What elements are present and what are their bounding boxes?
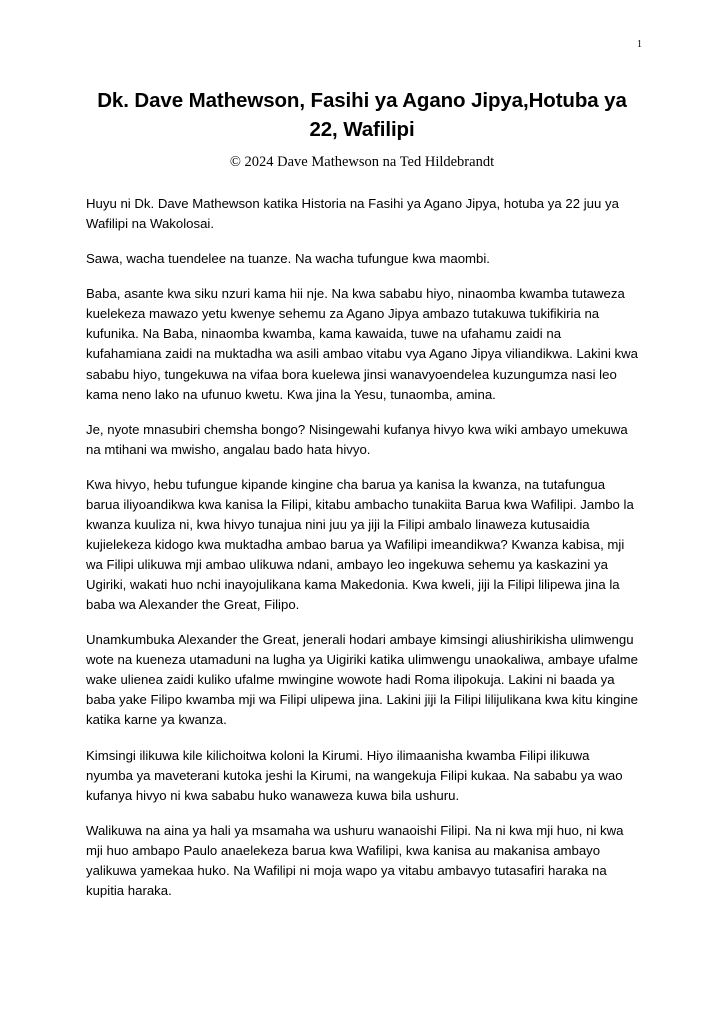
paragraph: Baba, asante kwa siku nzuri kama hii nje. Na kwa sababu hiyo, ninaomba kwamba tutaweza kuelekeza mawazo yetu kwenye sehemu za Agano Jipya ambazo tutakuwa tukifikiria na kufunika. Na Baba, ninaomba kwamba, kama kawaida, tuwe na ufahamu zaidi na kufahamiana zaidi na muktadha wa asili ambao vitabu vya Agano Jipya viliandikwa. Lakini kwa sababu hiyo, tungekuwa na vifaa bora kuelewa jinsi wanavyoendelea kuzungumza nasi leo kama neno lako na ufunuo kwetu. Kwa jina la Yesu, tunaomba, amina. [86, 286, 638, 402]
paragraph: Walikuwa na aina ya hali ya msamaha wa ushuru wanaoishi Filipi. Na ni kwa mji huo, ni kwa mji huo ambapo Paulo anaelekeza barua kwa Wafilipi, kwa kanisa au makanisa ambayo yalikuwa yamekaa huko. Na Wafilipi ni moja wapo ya vitabu ambavyo tutasafiri haraka na kupitia haraka. [86, 822, 624, 898]
paragraph: Huyu ni Dk. Dave Mathewson katika Historia na Fasihi ya Agano Jipya, hotuba ya 22 juu ya Wafilipi na Wakolosai. [86, 196, 619, 232]
paragraph: Sawa, wacha tuendelee na tuanze. Na wacha tufungue kwa maombi. [86, 251, 490, 267]
paragraph: Kwa hivyo, hebu tufungue kipande kingine cha barua ya kanisa la kwanza, na tutafungua barua iliyoandikwa kwa kanisa la Filipi, kitabu ambacho tunakiita Barua kwa Wafilipi. Jambo la kwanza kuuliza ni, kwa hivyo tunajua nini juu ya jiji la Filipi ambalo linaweza kutusaidia kujielekeza kidogo kwa muktadha ambao barua ya Wafilipi imeandikwa? Kwanza kabisa, mji wa Filipi ulikuwa mji ambao ulikuwa ndani, ambayo leo ingekuwa sehemu ya kaskazini ya Ugiriki, wakati huo nchi inayojulikana kama Makedonia. Kwa kweli, jiji la Filipi lilipewa jina la baba wa Alexander the Great, Filipo. [86, 476, 634, 613]
page-title: Dk. Dave Mathewson, Fasihi ya Agano Jipya,Hotuba ya 22, Wafilipi [97, 89, 627, 142]
document-body [86, 194, 638, 901]
page-number: 1 [637, 39, 642, 50]
paragraph: Je, nyote mnasubiri chemsha bongo? Nisingewahi kufanya hivyo kwa wiki ambayo umekuwa na mtihani wa mwisho, angalau bado hata hivyo. [86, 421, 628, 457]
paragraph: Unamkumbuka Alexander the Great, jenerali hodari ambaye kimsingi aliushirikisha ulimwengu wote na kueneza utamaduni na lugha ya Uigiriki katika ulimwengu unaokaliwa, ambaye ufalme wake ulienea zaidi kuliko ufalme mwingine wowote hadi Roma ilipokuja. Lakini ni baada ya baba yake Filipo kwamba mji wa Filipi ulipewa jina. Lakini jiji la Filipi lilijulikana kwa kitu kingine katika karne ya kwanza. [86, 632, 638, 728]
copyright-line: © 2024 Dave Mathewson na Ted Hildebrandt [229, 154, 495, 171]
paragraph: Kimsingi ilikuwa kile kilichoitwa koloni la Kirumi. Hiyo ilimaanisha kwamba Filipi ilikuwa nyumba ya maveterani kutoka jeshi la Kirumi, na wangekuja Filipi kukaa. Na sababu ya wao kufanya hivyo ni kwa sababu huko wanaweza kuwa bila ushuru. [86, 747, 623, 803]
